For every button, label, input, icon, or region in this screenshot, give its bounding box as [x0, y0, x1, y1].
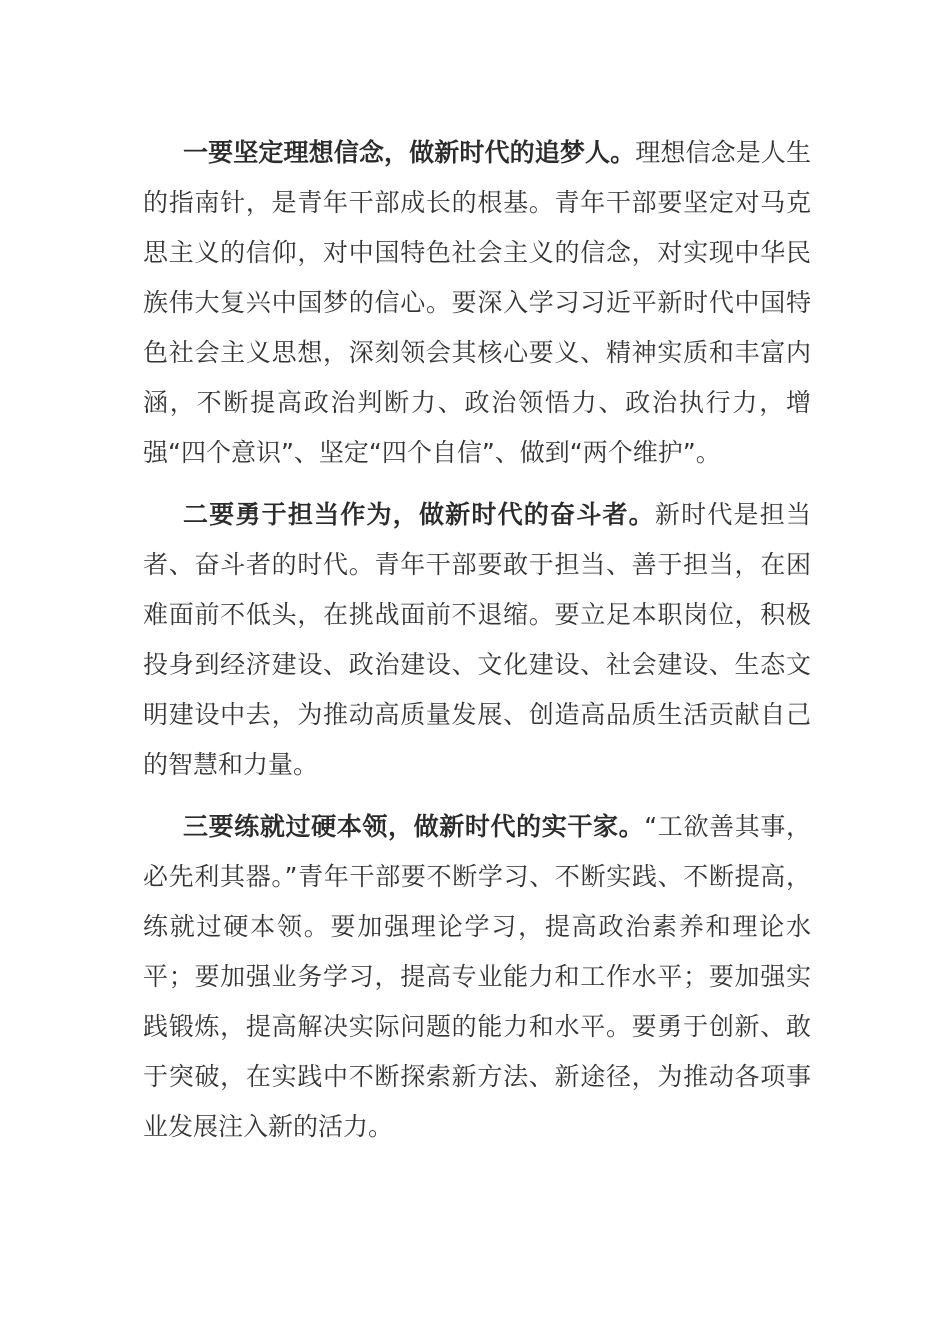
paragraph-1 [143, 128, 811, 478]
paragraph-3 [143, 802, 811, 1152]
paragraph-2-text: 新时代是担当者、奋斗者的时代。青年干部要敢于担当、善于担当，在困难面前不低头，在挑战面前不退缩。要立足本职岗位，积极投身到经济建设、政治建设、文化建设、社会建设、生态文明建设中去，为推动高质量发展、创造高品质生活贡献自己的智慧和力量。 [143, 500, 811, 779]
paragraph-2 [143, 490, 811, 790]
paragraph-1-heading: 一要坚定理想信念，做新时代的追梦人。 [183, 138, 636, 167]
paragraph-1-text: 理想信念是人生的指南针，是青年干部成长的根基。青年干部要坚定对马克思主义的信仰，对中国特色社会主义的信念，对实现中华民族伟大复兴中国梦的信心。要深入学习习近平新时代中国特色社会主义思想，深刻领会其核心要义、精神实质和丰富内涵，不断提高政治判断力、政治领悟力、政治执行力，增强“四个意识”、坚定“四个自信”、做到“两个维护”。 [143, 138, 811, 467]
document-body [143, 128, 811, 1164]
paragraph-3-heading: 三要练就过硬本领，做新时代的实干家。 [183, 812, 645, 841]
paragraph-2-heading: 二要勇于担当作为，做新时代的奋斗者。 [183, 500, 655, 529]
paragraph-3-text: “工欲善其事，必先利其器。”青年干部要不断学习、不断实践、不断提高，练就过硬本领。要加强理论学习，提高政治素养和理论水平；要加强业务学习，提高专业能力和工作水平；要加强实践锻炼，提高解决实际问题的能力和水平。要勇于创新、敢于突破，在实践中不断探索新方法、新途径，为推动各项事业发展注入新的活力。 [143, 812, 811, 1141]
